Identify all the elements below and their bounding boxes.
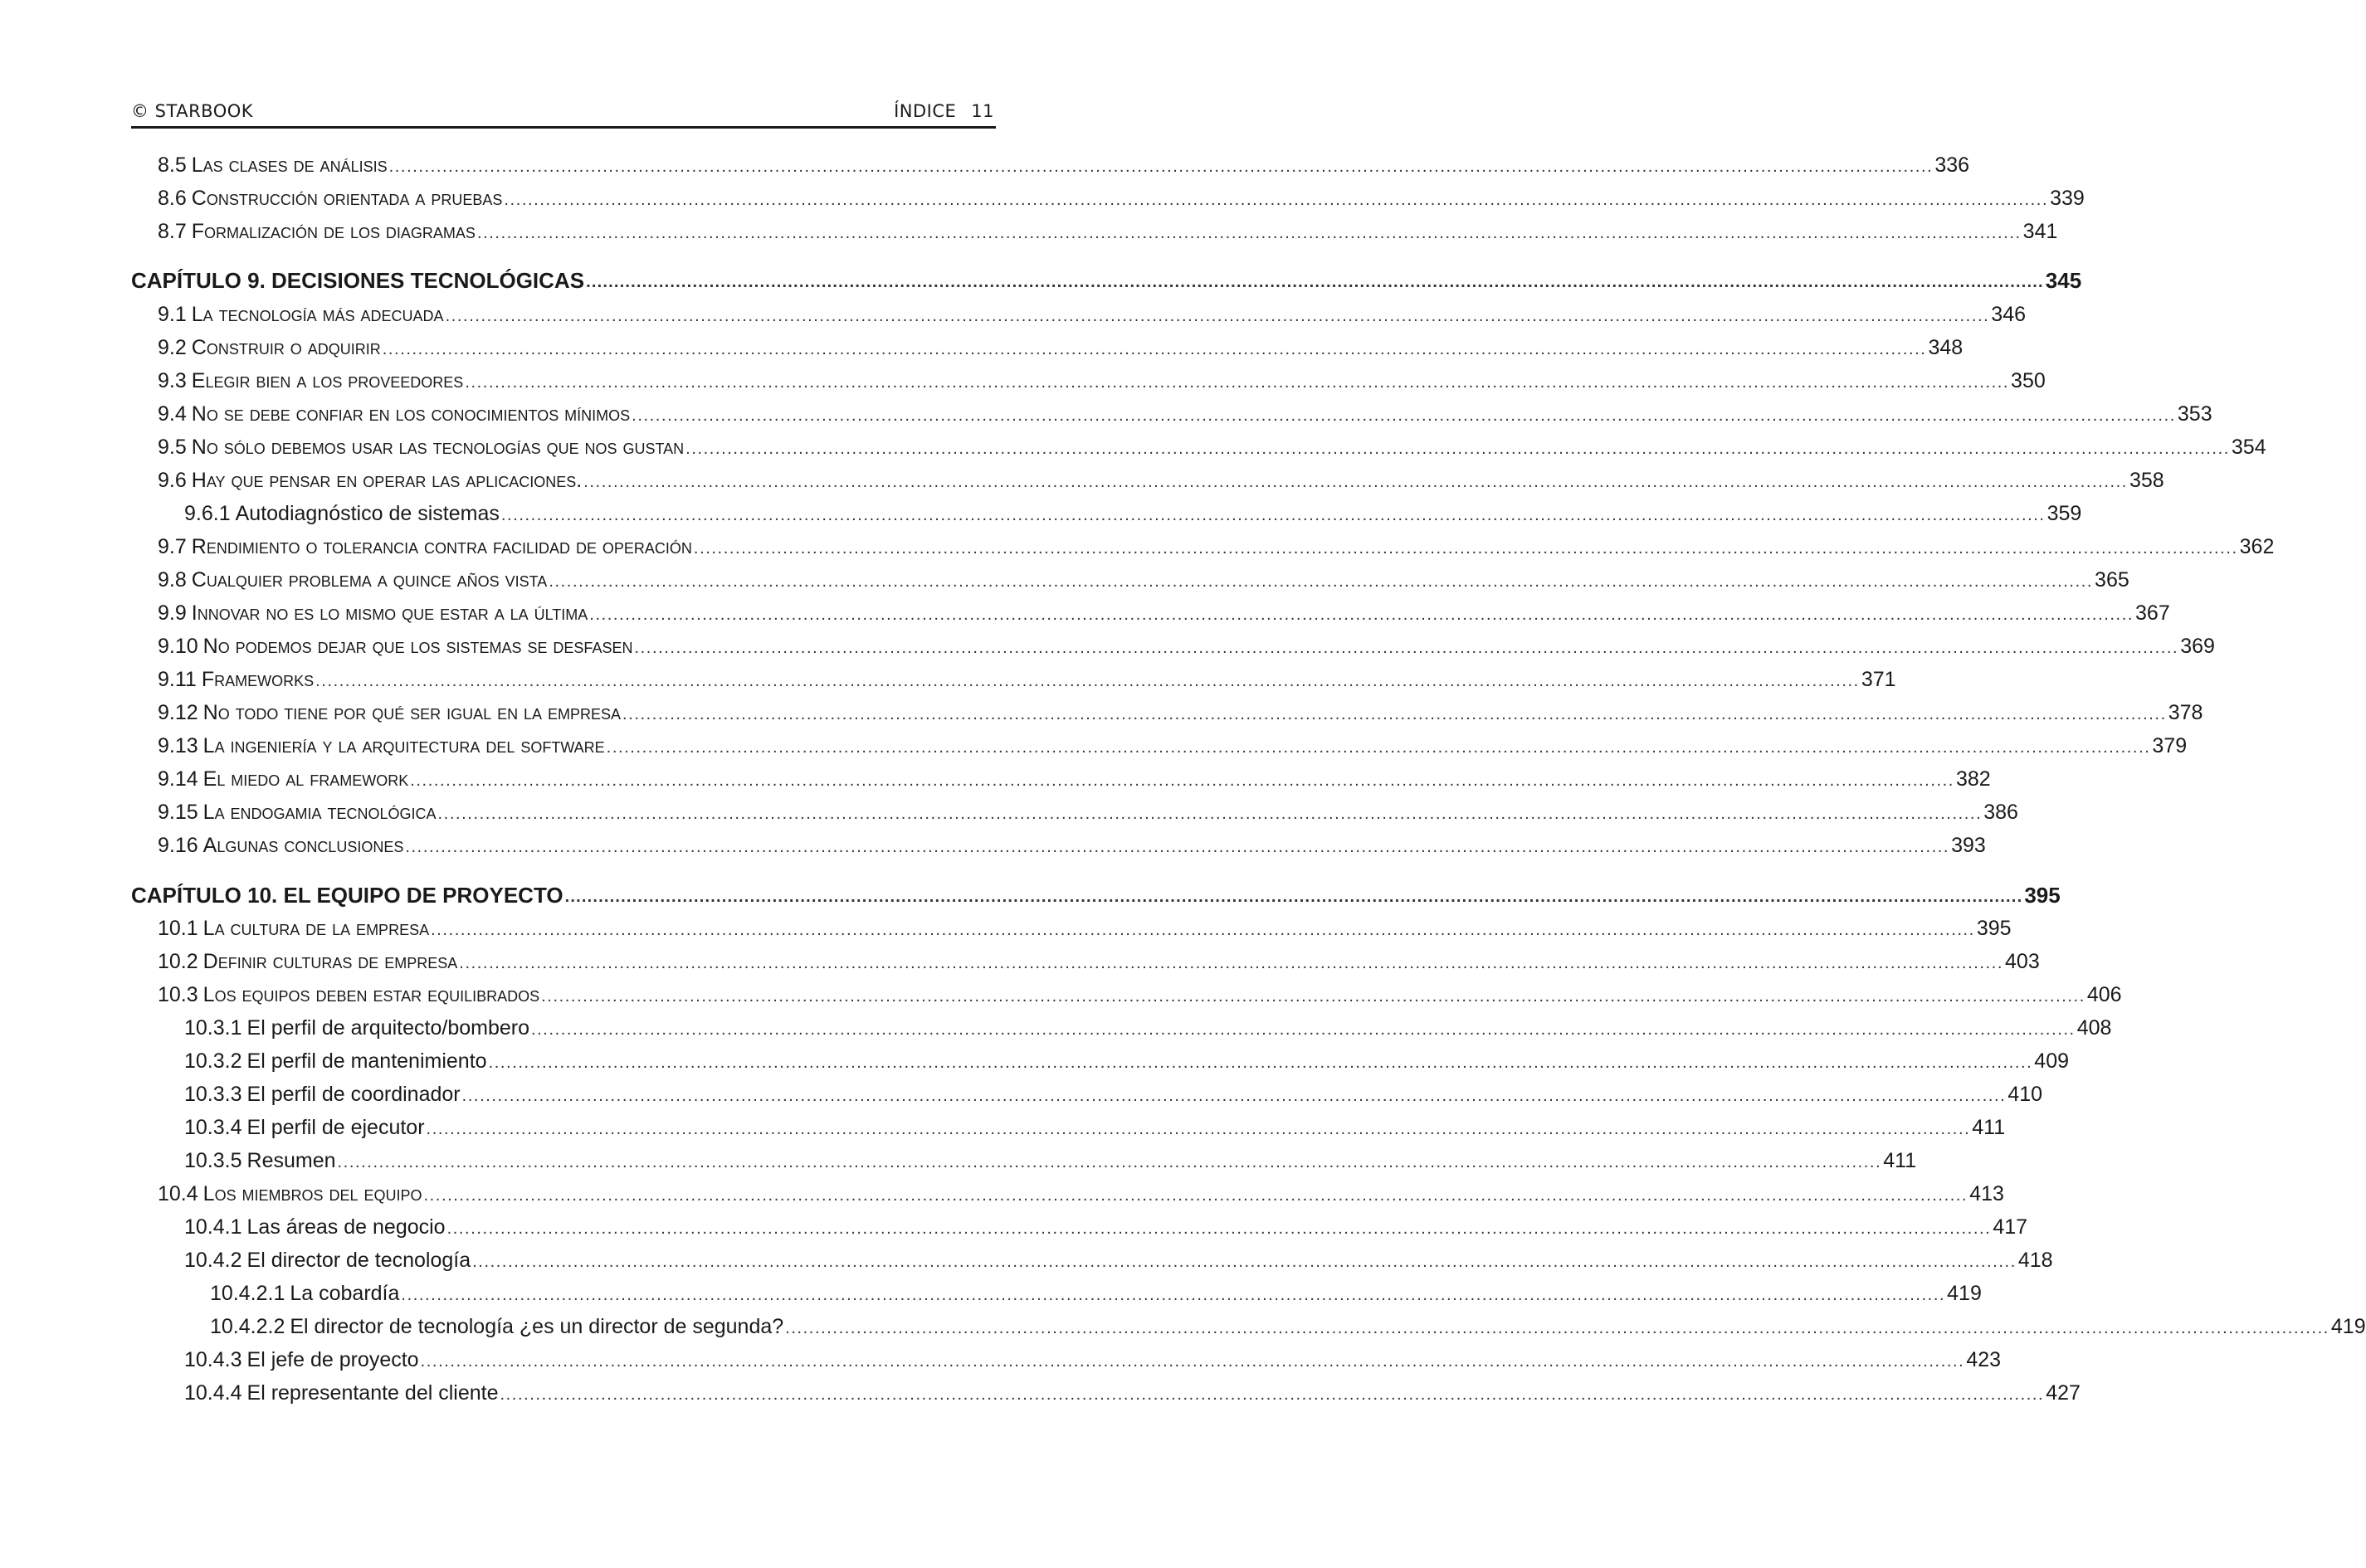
dot-leader: .................................................................................................................................................................................................................................................................... xyxy=(388,158,1934,176)
entry-number: 10.3.1 xyxy=(184,1016,242,1040)
entry-title: El perfil de mantenimiento xyxy=(246,1049,487,1073)
entry-number: 9.15 xyxy=(158,801,198,824)
toc-entry[interactable] xyxy=(210,1309,2366,1339)
dot-leader: .................................................................................................................................................................................................................................................................... xyxy=(622,705,2167,723)
toc-entry[interactable] xyxy=(158,181,2085,211)
entry-title: El miedo al framework xyxy=(202,767,409,791)
toc-entry[interactable] xyxy=(158,297,2027,327)
entry-title: El jefe de proyecto xyxy=(246,1348,419,1371)
dot-leader: .................................................................................................................................................................................................................................................................... xyxy=(405,838,1950,856)
toc-entry[interactable] xyxy=(210,1276,1982,1306)
entry-page-number: 406 xyxy=(2086,983,2122,1006)
dot-leader: .................................................................................................................................................................................................................................................................... xyxy=(437,805,1983,823)
entry-page-number: 410 xyxy=(2007,1083,2043,1106)
entry-page-number: 417 xyxy=(1993,1215,2028,1239)
entry-number: 9.10 xyxy=(158,635,198,658)
entry-number: 9.3 xyxy=(158,369,187,392)
entry-page-number: 418 xyxy=(2017,1249,2053,1272)
toc-entry[interactable] xyxy=(158,629,2215,659)
entry-title: Algunas conclusiones xyxy=(202,834,404,857)
entry-number: 9.6 xyxy=(158,469,187,492)
entry-title: Autodiagnóstico de sistemas xyxy=(235,502,500,525)
entry-title: No sólo debemos usar las tecnologías que nos gustan xyxy=(191,436,685,459)
dot-leader: .................................................................................................................................................................................................................................................................... xyxy=(589,606,2134,624)
dot-leader: .................................................................................................................................................................................................................................................................... xyxy=(586,273,2044,291)
running-header xyxy=(131,98,996,126)
entry-number: 9.12 xyxy=(158,701,198,724)
entry-page-number: 411 xyxy=(1883,1149,1917,1172)
entry-title: El representante del cliente xyxy=(246,1381,499,1405)
dot-leader: .................................................................................................................................................................................................................................................................... xyxy=(500,1385,2045,1404)
entry-title: Elegir bien a los proveedores xyxy=(191,369,464,392)
toc-entry[interactable] xyxy=(158,596,2170,626)
entry-page-number: 336 xyxy=(1934,153,1970,177)
entry-page-number: 408 xyxy=(2076,1016,2112,1040)
entry-page-number: 393 xyxy=(1951,834,1986,857)
dot-leader: .................................................................................................................................................................................................................................................................... xyxy=(530,1020,2076,1039)
entry-title: Cualquier problema a quince años vista xyxy=(191,568,548,592)
entry-page-number: 379 xyxy=(2152,734,2188,757)
entry-page-number: 362 xyxy=(2239,535,2275,558)
entry-title: CAPÍTULO 10. EL EQUIPO DE PROYECTO xyxy=(131,883,563,908)
dot-leader: .................................................................................................................................................................................................................................................................... xyxy=(445,307,1990,325)
entry-number: 10.3.5 xyxy=(184,1149,242,1172)
toc-entry[interactable] xyxy=(184,1210,2028,1239)
dot-leader: .................................................................................................................................................................................................................................................................... xyxy=(541,987,2085,1006)
toc-entry[interactable] xyxy=(184,496,2082,526)
entry-page-number: 378 xyxy=(2168,701,2203,724)
toc-entry[interactable] xyxy=(184,1376,2081,1405)
dot-leader: .................................................................................................................................................................................................................................................................... xyxy=(500,506,2046,524)
entry-page-number: 339 xyxy=(2050,187,2085,210)
entry-number: 10.3.4 xyxy=(184,1116,242,1139)
entry-page-number: 382 xyxy=(1955,767,1991,791)
entry-page-number: 427 xyxy=(2046,1381,2081,1405)
entry-page-number: 367 xyxy=(2135,601,2170,625)
entry-number: 10.4.4 xyxy=(184,1381,242,1405)
entry-title: CAPÍTULO 9. DECISIONES TECNOLÓGICAS xyxy=(131,268,585,293)
entry-number: 9.1 xyxy=(158,303,187,326)
dot-leader: .................................................................................................................................................................................................................................................................... xyxy=(632,407,2176,425)
entry-title: Construcción orientada a pruebas xyxy=(191,187,503,210)
toc-entry[interactable] xyxy=(158,728,2188,758)
entry-page-number: 346 xyxy=(1991,303,2027,326)
header-rule xyxy=(131,126,996,129)
entry-number: 10.4.1 xyxy=(184,1215,242,1239)
toc-entry[interactable] xyxy=(158,463,2164,493)
entry-number: 10.4.2.2 xyxy=(210,1315,285,1338)
dot-leader: .................................................................................................................................................................................................................................................................... xyxy=(685,440,2230,458)
toc-entry[interactable] xyxy=(158,148,1970,178)
dot-leader: .................................................................................................................................................................................................................................................................... xyxy=(382,340,1927,358)
dot-leader: .................................................................................................................................................................................................................................................................... xyxy=(401,1286,1946,1304)
entry-number: 10.4 xyxy=(158,1182,198,1205)
entry-page-number: 371 xyxy=(1861,668,1896,691)
dot-leader: .................................................................................................................................................................................................................................................................... xyxy=(423,1186,1968,1205)
entry-number: 10.2 xyxy=(158,950,198,973)
toc-entry[interactable] xyxy=(158,214,2058,244)
toc-entry[interactable] xyxy=(158,911,2012,941)
entry-number: 8.7 xyxy=(158,220,187,243)
entry-number: 8.5 xyxy=(158,153,187,177)
toc-entry[interactable] xyxy=(158,330,1964,360)
toc-entry[interactable] xyxy=(158,795,2018,825)
entry-page-number: 348 xyxy=(1928,336,1964,359)
entry-page-number: 413 xyxy=(1969,1182,2004,1205)
page-number: 11 xyxy=(971,101,994,121)
dot-leader: .................................................................................................................................................................................................................................................................... xyxy=(472,1253,2017,1271)
dot-leader: .................................................................................................................................................................................................................................................................... xyxy=(693,539,2238,558)
entry-number: 9.14 xyxy=(158,767,198,791)
entry-number: 9.11 xyxy=(158,668,197,691)
toc-entry[interactable] xyxy=(158,363,2046,393)
toc-entry[interactable] xyxy=(184,1077,2043,1107)
entry-number: 9.5 xyxy=(158,436,187,459)
entry-title: El director de tecnología xyxy=(246,1249,471,1272)
entry-page-number: 419 xyxy=(2330,1315,2366,1338)
entry-title: Los miembros del equipo xyxy=(202,1182,422,1205)
toc-entry[interactable] xyxy=(184,1143,1917,1173)
entry-page-number: 345 xyxy=(2045,268,2082,293)
dot-leader: .................................................................................................................................................................................................................................................................... xyxy=(504,191,2049,209)
toc-entry[interactable] xyxy=(158,762,1991,791)
dot-leader: .................................................................................................................................................................................................................................................................... xyxy=(465,373,2010,392)
dot-leader: .................................................................................................................................................................................................................................................................... xyxy=(461,1087,2007,1105)
entry-number: 10.3 xyxy=(158,983,198,1006)
entry-title: Innovar no es lo mismo que estar a la última xyxy=(191,601,588,625)
toc-chapter-entry[interactable] xyxy=(131,263,2082,293)
entry-title: No todo tiene por qué ser igual en la empresa xyxy=(202,701,622,724)
entry-number: 9.4 xyxy=(158,402,187,426)
entry-title: El perfil de ejecutor xyxy=(246,1116,425,1139)
entry-title: Las áreas de negocio xyxy=(246,1215,446,1239)
entry-page-number: 369 xyxy=(2180,635,2215,658)
dot-leader: .................................................................................................................................................................................................................................................................... xyxy=(476,224,2022,242)
entry-title: Construir o adquirir xyxy=(191,336,381,359)
toc-entry[interactable] xyxy=(158,1176,2004,1206)
entry-page-number: 353 xyxy=(2177,402,2212,426)
entry-page-number: 365 xyxy=(2095,568,2129,592)
entry-page-number: 409 xyxy=(2034,1049,2070,1073)
toc-entry[interactable] xyxy=(158,562,2129,592)
entry-page-number: 354 xyxy=(2231,436,2266,459)
toc-entry[interactable] xyxy=(158,828,1986,858)
dot-leader: .................................................................................................................................................................................................................................................................... xyxy=(549,572,2094,591)
entry-number: 9.8 xyxy=(158,568,187,592)
dot-leader: .................................................................................................................................................................................................................................................................... xyxy=(564,888,2023,906)
entry-number: 9.6.1 xyxy=(184,502,231,525)
entry-page-number: 386 xyxy=(1983,801,2018,824)
dot-leader: .................................................................................................................................................................................................................................................................... xyxy=(583,473,2128,491)
entry-title: El perfil de coordinador xyxy=(246,1083,461,1106)
entry-title: La endogamia tecnológica xyxy=(202,801,437,824)
entry-page-number: 419 xyxy=(1947,1282,1982,1305)
entry-title: La tecnología más adecuada xyxy=(191,303,444,326)
toc-entry[interactable] xyxy=(158,695,2203,725)
entry-page-number: 395 xyxy=(1976,917,2012,940)
entry-number: 10.1 xyxy=(158,917,198,940)
entry-title: Hay que pensar en operar las aplicaciones. xyxy=(191,469,583,492)
dot-leader: .................................................................................................................................................................................................................................................................... xyxy=(431,921,1975,939)
toc-entry[interactable] xyxy=(158,662,1896,692)
entry-number: 10.4.2.1 xyxy=(210,1282,285,1305)
entry-number: 9.16 xyxy=(158,834,198,857)
entry-title: Frameworks xyxy=(201,668,315,691)
entry-number: 10.4.2 xyxy=(184,1249,242,1272)
entry-number: 9.2 xyxy=(158,336,187,359)
toc-entry[interactable] xyxy=(184,1044,2070,1074)
entry-title: Definir culturas de empresa xyxy=(202,950,458,973)
dot-leader: .................................................................................................................................................................................................................................................................... xyxy=(426,1120,1971,1138)
entry-title: La cobardía xyxy=(290,1282,400,1305)
entry-title: El perfil de arquitecto/bombero xyxy=(246,1016,529,1040)
entry-title: La cultura de la empresa xyxy=(202,917,430,940)
entry-page-number: 341 xyxy=(2022,220,2058,243)
entry-title: No se debe confiar en los conocimientos mínimos xyxy=(191,402,631,426)
entry-title: Resumen xyxy=(246,1149,336,1172)
dot-leader: .................................................................................................................................................................................................................................................................... xyxy=(315,672,1860,690)
dot-leader: .................................................................................................................................................................................................................................................................... xyxy=(488,1054,2033,1072)
toc-entry[interactable] xyxy=(184,1010,2112,1040)
entry-page-number: 403 xyxy=(2005,950,2040,973)
toc-entry[interactable] xyxy=(158,397,2212,426)
dot-leader: .................................................................................................................................................................................................................................................................... xyxy=(785,1319,2329,1337)
entry-page-number: 411 xyxy=(1972,1116,2006,1139)
entry-title: Rendimiento o tolerancia contra facilidad de operación xyxy=(191,535,692,558)
dot-leader: .................................................................................................................................................................................................................................................................... xyxy=(634,639,2179,657)
dot-leader: .................................................................................................................................................................................................................................................................... xyxy=(446,1220,1992,1238)
toc-entry[interactable] xyxy=(184,1342,2002,1372)
entry-number: 9.9 xyxy=(158,601,187,625)
toc-entry[interactable] xyxy=(158,529,2275,559)
entry-page-number: 395 xyxy=(2024,883,2061,908)
toc-entry[interactable] xyxy=(158,977,2122,1007)
entry-title: Las clases de análisis xyxy=(191,153,388,177)
entry-title: No podemos dejar que los sistemas se desfasen xyxy=(202,635,633,658)
entry-number: 10.3.2 xyxy=(184,1049,242,1073)
entry-title: El director de tecnología ¿es un director de segunda? xyxy=(290,1315,784,1338)
entry-page-number: 423 xyxy=(1966,1348,2002,1371)
dot-leader: .................................................................................................................................................................................................................................................................... xyxy=(410,772,1954,790)
entry-number: 10.4.3 xyxy=(184,1348,242,1371)
entry-number: 9.13 xyxy=(158,734,198,757)
section-header xyxy=(894,101,994,121)
entry-number: 10.3.3 xyxy=(184,1083,242,1106)
dot-leader: .................................................................................................................................................................................................................................................................... xyxy=(606,738,2151,757)
dot-leader: .................................................................................................................................................................................................................................................................... xyxy=(420,1352,1965,1371)
toc-entry[interactable] xyxy=(158,944,2040,974)
entry-title: Formalización de los diagramas xyxy=(191,220,476,243)
toc-chapter-entry[interactable] xyxy=(131,878,2061,908)
toc-entry[interactable] xyxy=(184,1110,2006,1140)
toc-entry[interactable] xyxy=(184,1243,2053,1273)
entry-title: La ingeniería y la arquitectura del software xyxy=(202,734,605,757)
section-label: ÍNDICE xyxy=(894,101,957,121)
dot-leader: .................................................................................................................................................................................................................................................................... xyxy=(337,1153,1882,1171)
entry-page-number: 350 xyxy=(2011,369,2046,392)
entry-title: Los equipos deben estar equilibrados xyxy=(202,983,540,1006)
dot-leader: .................................................................................................................................................................................................................................................................... xyxy=(459,954,2004,972)
toc-entry[interactable] xyxy=(158,430,2266,460)
entry-number: 9.7 xyxy=(158,535,187,558)
entry-page-number: 358 xyxy=(2129,469,2164,492)
entry-page-number: 359 xyxy=(2046,502,2082,525)
entry-number: 8.6 xyxy=(158,187,187,210)
publisher-label: © STARBOOK xyxy=(131,101,254,121)
